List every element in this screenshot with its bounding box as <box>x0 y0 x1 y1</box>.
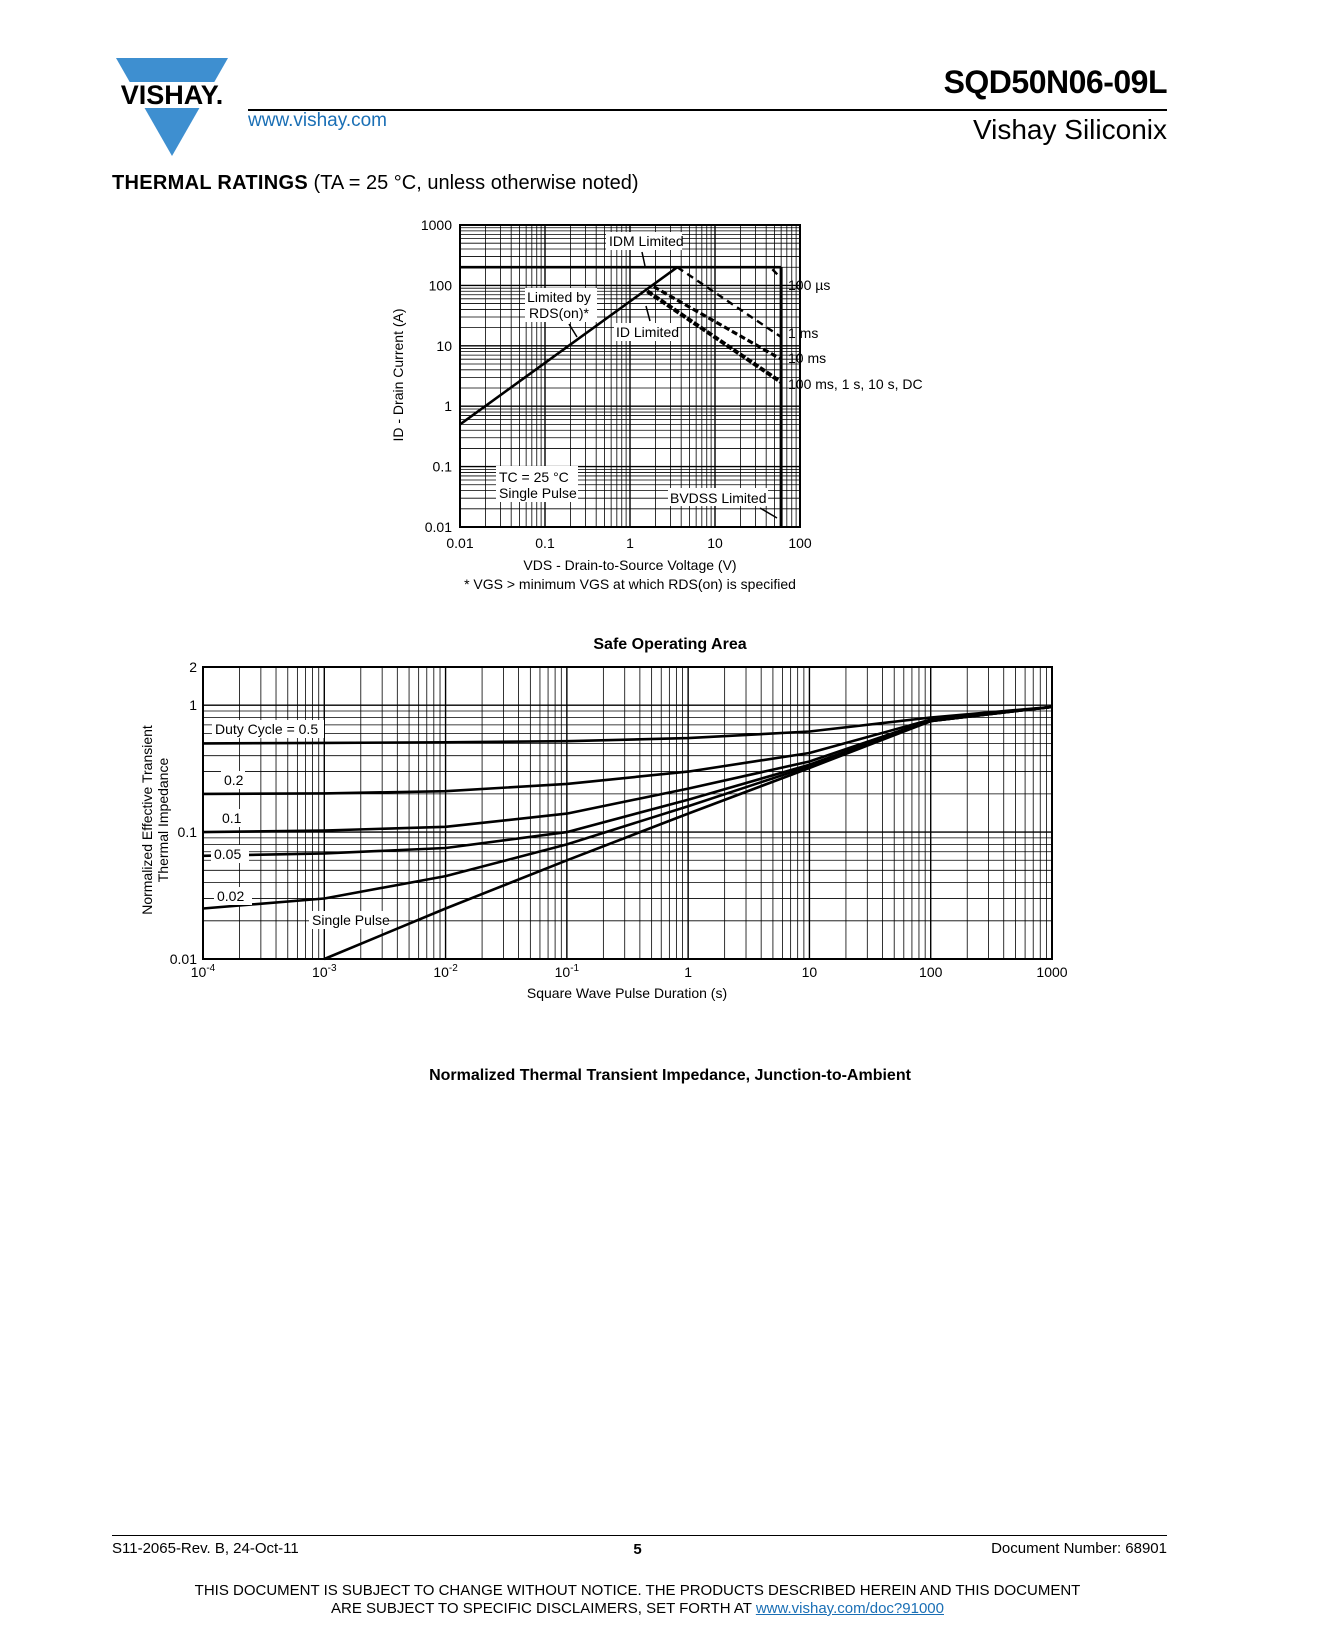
x-axis-title: Square Wave Pulse Duration (s) <box>526 985 728 1001</box>
disclaimer-line-1: THIS DOCUMENT IS SUBJECT TO CHANGE WITHOUT NOTICE. THE PRODUCTS DESCRIBED HEREIN AND THIS DOCUMENT <box>194 1582 1081 1599</box>
y-tick-label: 0.1 <box>177 824 197 841</box>
zth-annotations <box>211 720 390 929</box>
chart-footnote: * VGS > minimum VGS at which RDS(on) is specified <box>464 576 796 592</box>
website-link[interactable]: www.vishay.com <box>248 110 388 131</box>
y-tick-label: 1 <box>189 697 197 714</box>
disclaimer <box>0 1582 1275 1618</box>
series-label: 0.05 <box>214 846 242 862</box>
x-tick-label: 0.1 <box>535 535 555 551</box>
company-name: Vishay Siliconix <box>972 114 1167 145</box>
vishay-logo <box>112 58 232 158</box>
x-tick-label: 10 <box>801 964 818 980</box>
series-label: Single Pulse <box>312 912 390 928</box>
y-axis-title-line-1: Normalized Effective Transient <box>139 725 155 915</box>
revision-info: S11-2065-Rev. B, 24-Oct-11 <box>112 1540 299 1557</box>
y-tick-label: 0.01 <box>424 519 452 535</box>
footer-divider <box>112 1535 1167 1536</box>
annotation-tc: TC = 25 °C <box>499 469 569 485</box>
y-tick-label: 100 <box>428 277 452 294</box>
annotation-bvdss-limited: BVDSS Limited <box>670 490 767 506</box>
series-label: 100 µs <box>788 277 831 293</box>
document-number: Document Number: 68901 <box>991 1540 1167 1557</box>
annotation-id-limited: ID Limited <box>616 324 680 340</box>
section-title <box>112 172 639 195</box>
soa-annotations <box>496 232 923 518</box>
annotation-rdson: RDS(on)* <box>529 305 589 321</box>
series-line-1-ms <box>677 267 781 337</box>
thermal-impedance-chart <box>139 659 1140 1090</box>
y-axis-title-line-2: Thermal Impedance <box>155 757 171 883</box>
y-tick-label: 0.1 <box>432 458 452 475</box>
part-number: SQD50N06-09L <box>943 64 1167 100</box>
x-tick-label: 100 <box>919 964 943 980</box>
disclaimer-line-2-text: ARE SUBJECT TO SPECIFIC DISCLAIMERS, SET FORTH AT <box>331 1600 756 1617</box>
annotation-pointer <box>642 252 645 266</box>
series-label: 0.02 <box>217 888 245 904</box>
page-number: 5 <box>633 1541 642 1558</box>
x-tick-label: $10^{-3}$ <box>312 963 337 980</box>
y-tick-label: 10 <box>436 337 452 354</box>
series-label: 10 ms <box>788 350 827 366</box>
series-label: Duty Cycle = 0.5 <box>215 721 319 737</box>
section-title-bold: THERMAL RATINGS <box>112 172 308 194</box>
header-divider <box>248 109 1167 111</box>
series-line-0-02 <box>203 707 1052 909</box>
x-tick-label: 100 <box>788 535 812 551</box>
series-line-0-2 <box>203 707 1052 794</box>
series-line-0-05 <box>203 707 1052 856</box>
x-tick-label: 1 <box>684 964 693 980</box>
annotation-limited-by: Limited by <box>527 289 591 305</box>
y-tick-label: 1000 <box>420 217 452 233</box>
x-axis-title: VDS - Drain-to-Source Voltage (V) <box>523 557 737 573</box>
x-tick-label: 1 <box>626 535 634 551</box>
x-tick-label: 0.01 <box>446 535 474 551</box>
series-label: 1 ms <box>788 325 819 341</box>
y-axis-title: ID - Drain Current (A) <box>390 308 406 442</box>
soa-tick-labels <box>390 217 812 592</box>
series-label: 0.2 <box>224 772 244 788</box>
logo-text: VISHAY. <box>120 80 224 110</box>
x-tick-label: 1000 <box>1036 964 1068 980</box>
x-tick-label: $10^{-2}$ <box>433 963 458 980</box>
soa-caption: Safe Operating Area <box>593 636 747 653</box>
x-tick-label: $10^{-4}$ <box>190 963 216 980</box>
annotation-single-pulse: Single Pulse <box>499 485 577 501</box>
x-tick-label: $10^{-1}$ <box>554 963 580 980</box>
y-tick-label: 2 <box>189 659 197 675</box>
series-label: 100 ms, 1 s, 10 s, DC <box>788 376 923 392</box>
annotation-pointer <box>646 306 650 321</box>
zth-caption: Normalized Thermal Transient Impedance, Junction-to-Ambient <box>429 1067 911 1084</box>
series-line-0-1 <box>203 707 1052 832</box>
y-tick-label: 1 <box>444 398 452 415</box>
y-tick-label: 0.01 <box>169 951 197 967</box>
series-label: 0.1 <box>222 810 242 826</box>
section-title-rest: (TA = 25 °C, unless otherwise noted) <box>307 172 639 194</box>
safe-operating-area-chart <box>380 217 980 660</box>
x-tick-label: 10 <box>707 535 723 551</box>
disclaimer-link[interactable]: www.vishay.com/doc?91000 <box>755 1600 944 1617</box>
disclaimer-line-2 <box>0 1600 1275 1618</box>
annotation-idm-limited: IDM Limited <box>609 233 684 249</box>
